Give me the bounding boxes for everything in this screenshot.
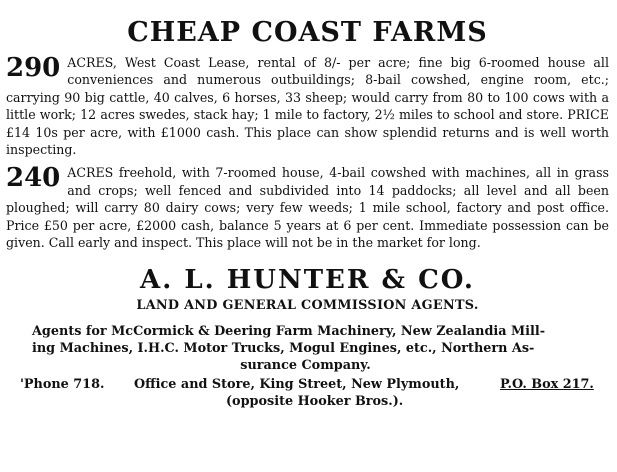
ad-headline: CHEAP COAST FARMS — [127, 17, 488, 48]
agents-line-1: Agents for McCormick & Deering Farm Machinery, New Zealandia Mill- — [32, 324, 546, 340]
listing-2-acres-number: 240 — [6, 163, 61, 194]
contact-footer — [6, 376, 609, 412]
listing-290-acres — [6, 54, 609, 158]
listing-2-text: ACRES freehold, with 7-roomed house, 4-bail cowshed with machines, all in grass and crops; well fenced and subdivided into 14 paddocks; all level and all been ploughed; will carry 80 dairy cows; very few weeds; 1 mile school, factory and post office. Price £50 per acre, £2000 cash, balance 5 years at 6 per cent. Immediate possession can be given. Call early and inspect. This place will not be in the market for long. — [6, 165, 609, 251]
po-box: P.O. Box 217. — [500, 377, 594, 393]
phone-number: 'Phone 718. — [20, 377, 105, 393]
agents-line-2: ing Machines, I.H.C. Motor Trucks, Mogul Engines, etc., Northern As- — [32, 341, 535, 357]
firm-subtitle: LAND AND GENERAL COMMISSION AGENTS. — [136, 298, 479, 314]
listing-240-acres — [6, 164, 609, 251]
opposite-note: (opposite Hooker Bros.). — [226, 394, 404, 410]
agents-line-3: surance Company. — [240, 358, 371, 374]
listing-1-acres-number: 290 — [6, 53, 61, 83]
firm-name: A. L. HUNTER & CO. — [140, 265, 475, 296]
agents-block — [6, 323, 609, 374]
office-address: Office and Store, King Street, New Plymouth, — [134, 377, 460, 393]
listing-1-text: ACRES, West Coast Lease, rental of 8/- per acre; fine big 6-roomed house all conveniences and numerous outbuildings; 8-bail cowshed, engine room, etc.; carrying 90 big cattle, 40 calves, 6 horses, 33 sheep; would carry from 80 to 100 cows with a little work; 12 acres swedes, stack hay; 1 mile to factory, 2½ miles to school and store. PRICE £14 10s per acre, with £1000 cash. This place can show splendid returns and is well worth inspecting. — [6, 55, 609, 158]
